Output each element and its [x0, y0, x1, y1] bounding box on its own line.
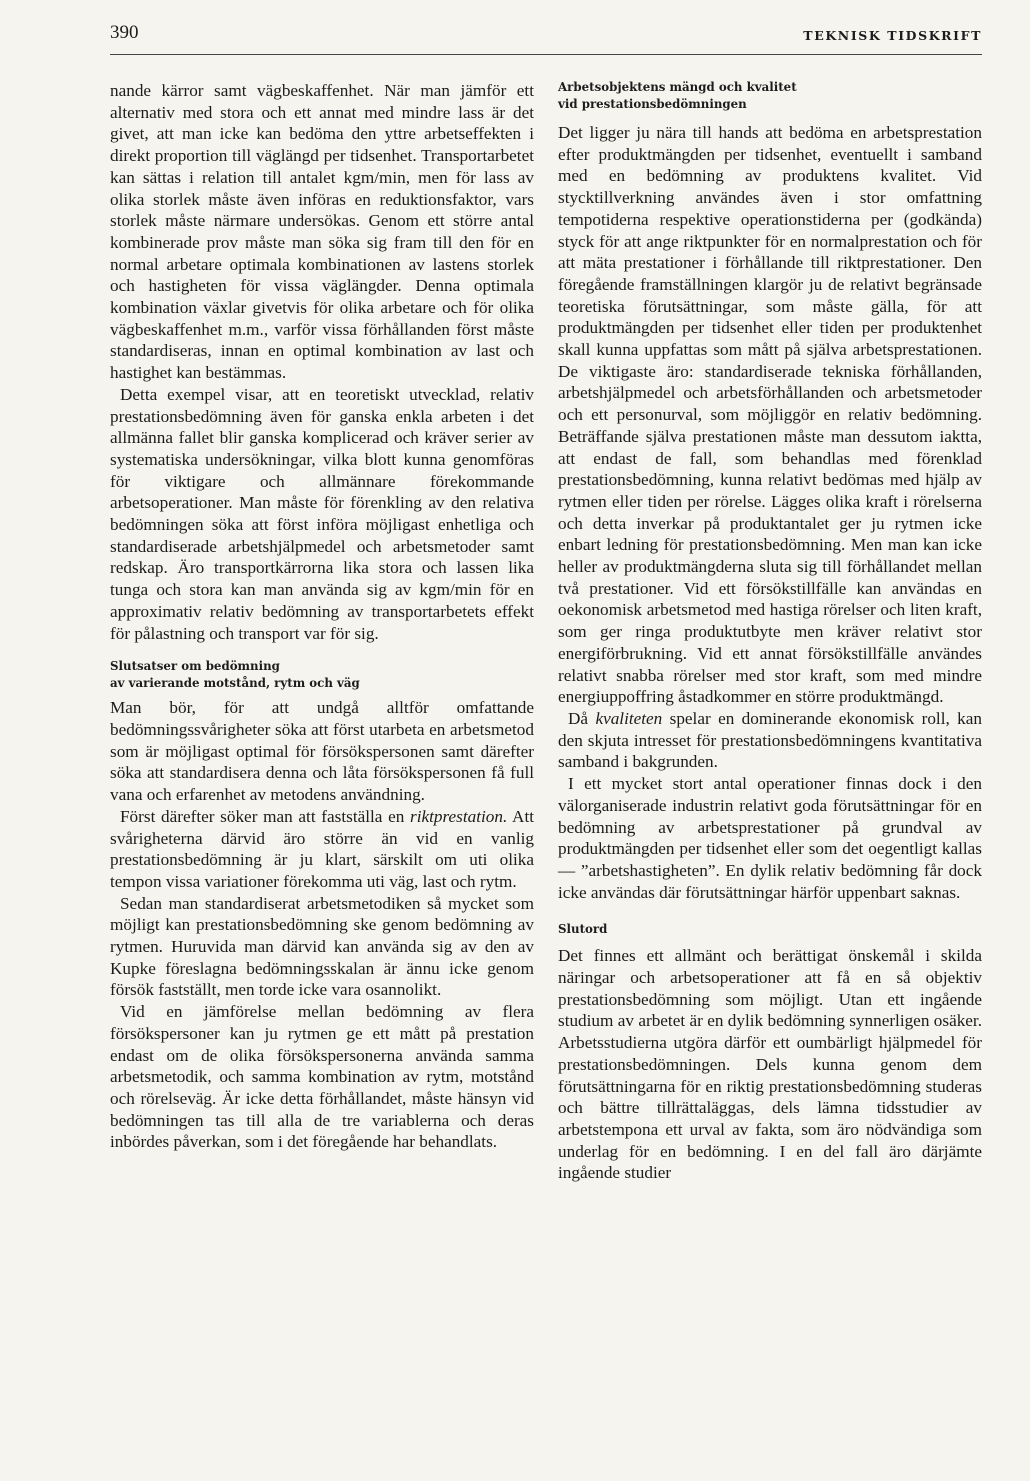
- paragraph: Sedan man standardiserat arbetsmetodiken så mycket som möjligt kan prestationsbedömning ske genom bedömning av rytmen. Huruvida man därvid kan använda sig av den av Kupke föreslagna bedömningsskalan är ännu icke genom försök fastställt, men torde icke vara osannolikt.: [110, 893, 534, 1000]
- section-heading-line: vid prestationsbedömningen: [558, 97, 747, 111]
- header-rule: [110, 54, 982, 55]
- paragraph: nande kärror samt vägbeskaffenhet. När man jämför ett alternativ med stora och ett annat med mindre lass är det givet, att man icke kan bedöma den yttre arbetseffekten i direkt proportion till väglängd per tidsenhet. Transportarbetet kan sättas i relation till antalet kgm/min, men för lass av olika storlek måste även införas en reduktionsfaktor, vars storlek måste närmare undersökas. Genom ett större antal kombinerade prov måste man söka sig fram till den för en normal arbetare optimala kombinationen av lastens storlek och hastigheten för vissa väglängder. Denna optimala kombination växlar givetvis för olika arbetare och för olika vägbeskaffenhet m.m., varför vissa förhållanden först måste standardiseras, innan en optimal kombination av last och hastighet kan bestämmas.: [110, 81, 534, 383]
- section-heading: Slutord: [558, 922, 608, 937]
- journal-title: TEKNISK TIDSKRIFT: [803, 28, 982, 43]
- paragraph: [110, 806, 534, 893]
- section-heading-line: Slutsatser om bedömning: [110, 659, 280, 674]
- italic-term: kvaliteten: [595, 708, 663, 728]
- text-run: spelar en dominerande ekonomisk roll, kan den skjuta intresset för prestationsbedömningens kvantitativa samband i bakgrunden.: [558, 708, 982, 772]
- paragraph: Detta exempel visar, att en teoretiskt utvecklad, relativ prestationsbedömning även för ganska enkla arbeten i det allmänna fallet blir ganska komplicerad och kräver serier av systematiska undersökningar, vilka blott kunna genomföras för viktigare och allmännare förekommande arbetsoperationer. Man måste för förenkling av den relativa bedömningen söka att först införa möjligast enhetliga och standardiserade arbetshjälpmedel och arbetsmetoder samt redskap. Äro transportkärrorna lika stora och lassen lika tunga och stora kan man använda sig av kgm/min för en approximativ relativ bedömning av transportarbetets effekt för pålastning och transport var för sig.: [110, 384, 534, 643]
- text-run: Då: [568, 708, 596, 728]
- left-column: [110, 80, 534, 1153]
- page-header: [110, 22, 982, 52]
- text-run: Att svårigheterna därvid äro större än vid en vanlig prestationsbedömning är ju klart, särskilt om uti olika tempon vissa variationer förekomma uti väg, last och rytm.: [110, 806, 535, 891]
- page-number: 390: [110, 22, 139, 43]
- paragraph: Vid en jämförelse mellan bedömning av flera försökspersoner kan ju rytmen ge ett mått på prestation endast om de olika försökspersonerna använda samma arbetsmetodik, och samma kombination av rytm, motstånd och rörelseväg. Är icke detta förhållandet, måste hänsyn vid bedömningen tas till alla de tre variablerna och deras inbördes påverkan, som i det föregående har behandlats.: [110, 1002, 534, 1152]
- paragraph: Det finnes ett allmänt och berättigat önskemål i skilda näringar och arbetsoperationer att få en så objektiv prestationsbedömning som möjligt. Utan ett ingående studium av arbetet är en dylik bedömning synnerligen osäker. Arbetsstudierna utgöra därför ett oumbärligt hjälpmedel för prestationsbedömningen. Dels kunna genom dem förutsättningarna för en riktig prestationsbedömning studeras och bättre tillrättaläggas, dels lämna tidsstudier av arbetstempona ett urval av fakta, som äro nödvändiga som underlag för en bedömning. I en del fall äro därjämte ingående studier: [558, 946, 982, 1183]
- paragraph: Man bör, för att undgå alltför omfattande bedömningssvårigheter söka att först utarbeta en arbetsmetod som är möjligast optimal för försökspersonen samt därefter söka att standardisera denna och låta försökspersonen få full vana och erfarenhet av metodens användning.: [110, 698, 534, 805]
- italic-term: riktprestation.: [410, 806, 508, 826]
- section-heading: [558, 79, 982, 113]
- paragraph: Det ligger ju nära till hands att bedöma en arbetsprestation efter produktmängden per tidsenhet, eventuellt i samband med en bedömning av produktens kvalitet. Vid stycktillverkning användes även i stor omfattning tempotiderna respektive operationstiderna per (godkända) styck för att ange riktpunkter för en normalprestation och för att mäta prestationer i förhållande till riktprestationer. Den föregående framställningen klargör ju de relativt begränsade teoretiska förutsättningar, som måste gälla, för att produktmängden per tidsenhet eller tiden per produktenhet skall kunna uppfattas som mått på själva arbetsprestationen. De viktigaste äro: standardiserade tekniska förhållanden, arbetshjälpmedel och arbetsförhållanden och arbetsmetoder och ett personurval, som möjliggör en relativ bedömning. Beträffande själva prestationen måste man dessutom iaktta, att endast de fall, som behandlas med förenklad prestationsbedömning, kunna relativt bedömas med hjälp av rytmen eller tiden per rörelse. Lägges olika kraft i rörelserna och detta inverkar på produktantalet ger ju rytmen icke enbart ledning för prestationsbedömning. Men man kan icke heller av produktmängderna sluta sig till förhållandet mellan två prestationer. Vid ett försökstillfälle kan användas en oekonomisk arbetsmetod med hastiga rörelser och liten kraft, som ger ringa produktutbyte men kräver relativt stor energiförbrukning. Vid ett annat försökstillfälle användes relativt snabba rörelser med stor kraft, som med mindre energiuppoffring åstadkommer en större produktmängd.: [558, 123, 982, 707]
- right-column: [558, 80, 982, 1184]
- paragraph: [558, 708, 982, 773]
- section-heading-line: av varierande motstånd, rytm och väg: [110, 676, 360, 691]
- section-heading: [110, 658, 534, 692]
- section-heading-line: Arbetsobjektens mängd och kvalitet: [558, 80, 797, 94]
- text-run: Först därefter söker man att fastställa en: [120, 806, 411, 826]
- paragraph: I ett mycket stort antal operationer finnas dock i den välorganiserade industrin relativt goda förutsättningar för en bedömning av arbetsprestationer på grundval av produktmängden per tidsenhet eller som det oegentligt kallas — ”arbetshastigheten”. En dylik relativ bedömning får dock icke användas där förutsättningar härför uppenbart saknas.: [558, 774, 982, 902]
